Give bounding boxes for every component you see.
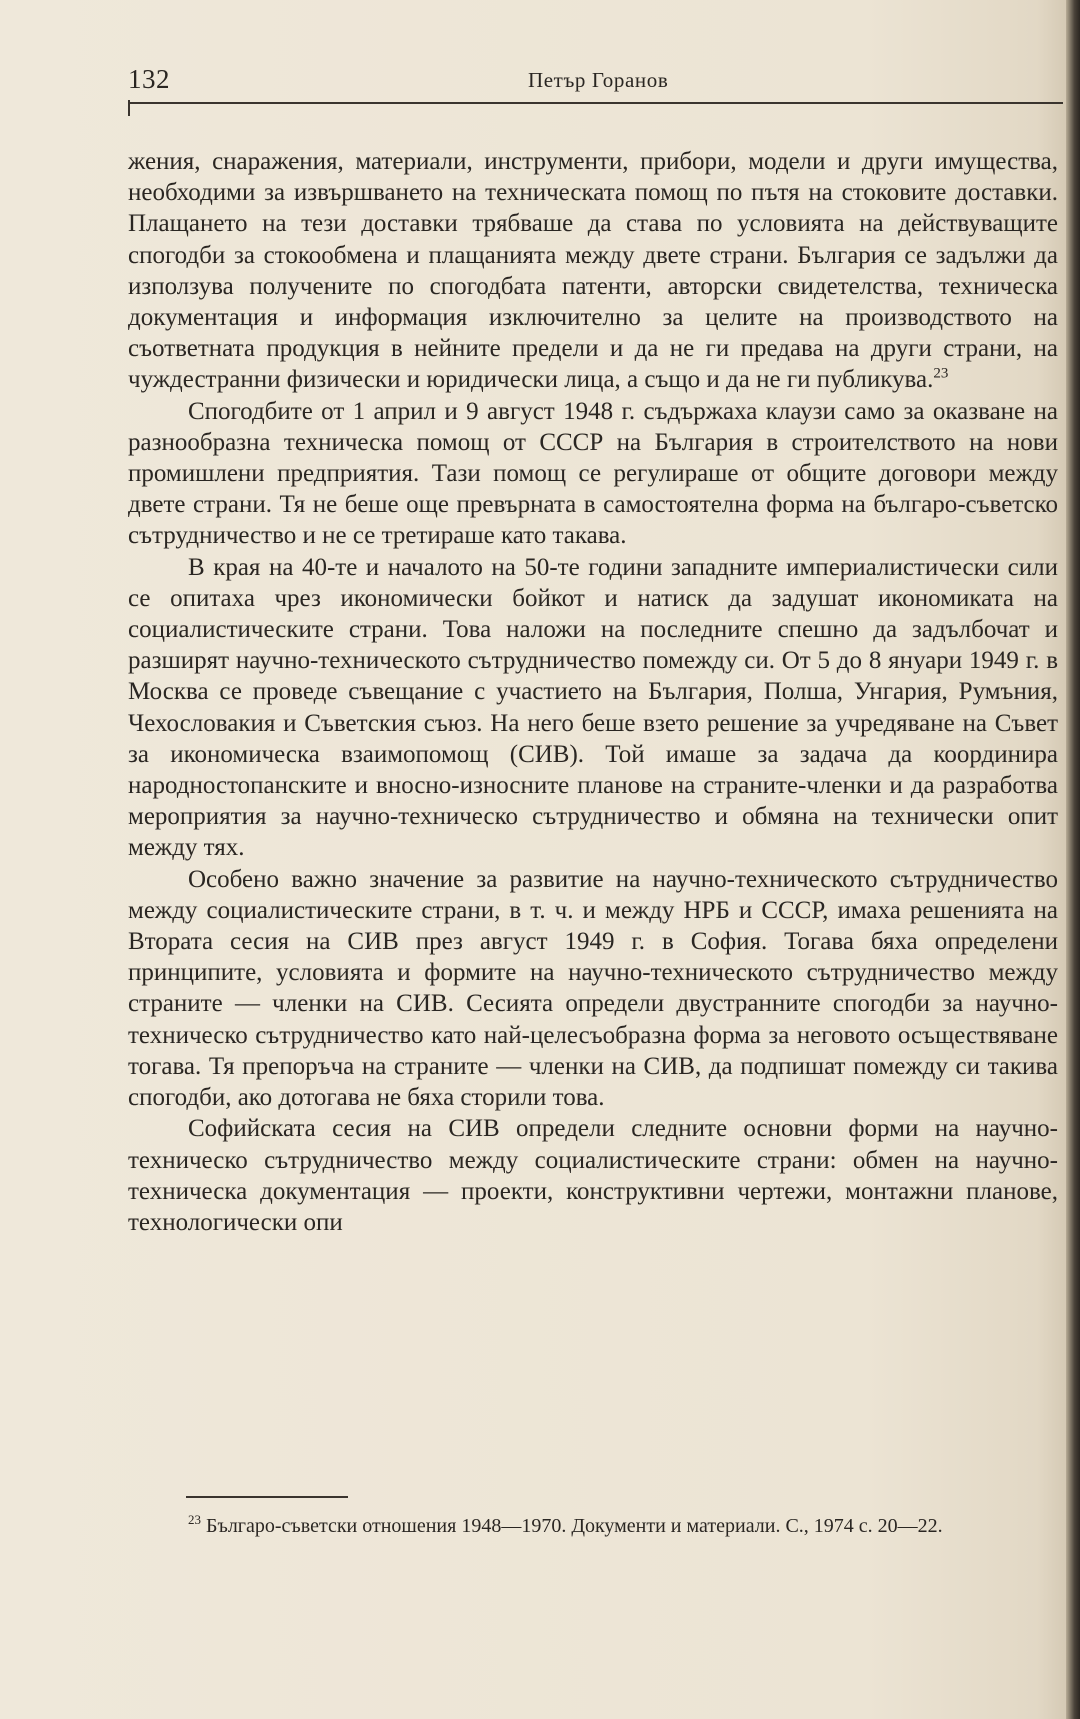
running-head: Петър Горанов (528, 68, 669, 92)
footnote-reference: 23 (933, 366, 949, 383)
paragraph-5: Софийската сесия на СИВ определи следните основни форми на научно-техническо сътрудничество между социалистическите страни: обмен на научно-техническа документация — проекти, конструктивни чертежи, монтажни планове, технологически опи (128, 1115, 1058, 1236)
page-header (128, 64, 1058, 104)
paragraph-2: Спогодбите от 1 април и 9 август 1948 г. съдържаха клаузи само за оказване на разнообразна техническа помощ от СССР на България в строителството на нови промишлени предприятия. Тази помощ се регулираше от общите договори между двете страни. Тя не беше още превърната в самостоятелна форма на българо-съветско сътрудничество и не се третираше като такава. (128, 397, 1058, 550)
footnote-mark: 23 (188, 1512, 201, 1528)
header-rule (128, 102, 1063, 104)
footnote-text: Българо-съветски отношения 1948—1970. Документи и материали. С., 1974 с. 20—22. (206, 1515, 943, 1537)
page-number: 132 (128, 64, 170, 94)
paragraph-4: Особено важно значение за развитие на научно-техническото сътрудничество между социалистическите страни, в т. ч. и между НРБ и СССР, имаха решенията на Втората сесия на СИВ през август 1949 г. в София. Тогава бяха определени принципите, условията и формите на научно-техническото сътрудничество между страните — членки на СИВ. Сесията определи двустранните спогодби за научно-техническо сътрудничество като най-целесъобразна форма за неговото осъществяване тогава. Тя препоръча на страните — членки на СИВ, да подпишат помежду си такива спогодби, ако дотогава не бяха сторили това. (128, 865, 1058, 1112)
footnote (128, 1513, 1058, 1539)
footnote-rule (186, 1496, 348, 1498)
header-rule-tick (128, 100, 130, 116)
paragraph-3: В края на 40-те и началото на 50-те години западните империалистически сили се опитаха чрез икономически бойкот и натиск да задушат икономиката на социалистическите страни. Това наложи на последните спешно да задълбочат и разширят научно-техническото сътрудничество помежду си. От 5 до 8 януари 1949 г. в Москва се проведе съвещание с участието на България, Полша, Унгария, Румъния, Чехословакия и Съветския съюз. На него беше взето решение за учредяване на Съвет за икономическа взаимопомощ (СИВ). Той имаше за задача да координира народностопанските и вносно-износните планове на страните-членки и да разработва мероприятия за научно-техническо сътрудничество и обмяна на технически опит между тях. (128, 553, 1058, 862)
page-edge-shadow (1066, 0, 1080, 1719)
body-text (128, 146, 1058, 1238)
paragraph-1 (128, 146, 1058, 396)
paragraph-1-text: жения, снаражения, материали, инструменти, прибори, модели и други имущества, необходими за извършването на техническата помощ по пътя на стоковите доставки. Плащането на тези доставки трябваше да става по условията на действуващите спогодби за стокообмена и плащанията между двете страни. България се задължи да използува получените по спогодбата патенти, авторски свидетелства, техническа документация и информация изключително за целите на производството на съответната продукция в нейните предели и да не ги предава на други страни, на чуждестранни физически и юридически лица, а също и да не ги публикува. (128, 148, 1058, 394)
